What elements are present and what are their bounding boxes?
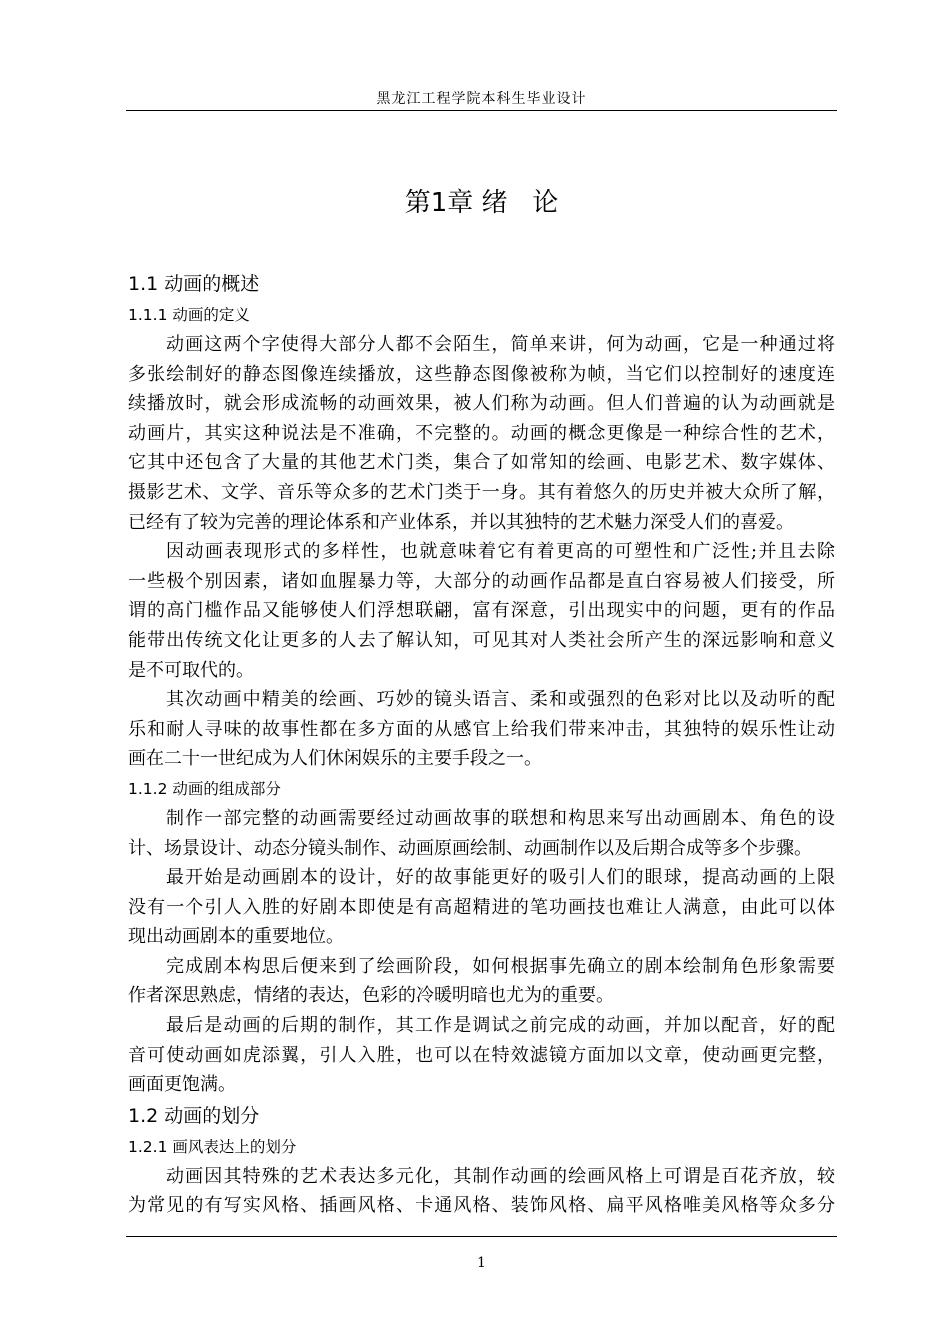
paragraph bbox=[128, 863, 835, 952]
paragraph bbox=[128, 952, 835, 1011]
paragraph-line: 最后是动画的后期的制作，其工作是调试之前完成的动画，并加以配音，好的配 bbox=[166, 1015, 835, 1037]
paragraph-line: 能带出传统文化让更多的人去了解认知，可见其对人类社会所产生的深远影响和意义 bbox=[128, 629, 835, 651]
paragraph bbox=[128, 804, 835, 863]
paragraph-line: 其次动画中精美的绘画、巧妙的镜头语言、柔和或强烈的色彩对比以及动听的配 bbox=[166, 689, 835, 711]
section-heading: 1.1 动画的概述 bbox=[128, 273, 260, 295]
paragraph-line: 完成剧本构思后便来到了绘画阶段，如何根据事先确立的剧本绘制角色形象需要 bbox=[166, 955, 835, 977]
footer-rule bbox=[126, 1236, 837, 1237]
header-rule bbox=[126, 110, 837, 111]
document-body bbox=[128, 268, 835, 1221]
paragraph bbox=[128, 330, 835, 537]
paragraph-line: 谓的高门槛作品又能够使人们浮想联翩，富有深意，引出现实中的问题，更有的作品 bbox=[128, 600, 835, 622]
paragraph-line: 现出动画剧本的重要地位。 bbox=[128, 926, 344, 948]
paragraph-line: 为常见的有写实风格、插画风格、卡通风格、装饰风格、扁平风格唯美风格等众多分 bbox=[128, 1195, 835, 1217]
paragraph-line: 续播放时，就会形成流畅的动画效果，被人们称为动画。但人们普遍的认为动画就是 bbox=[128, 393, 835, 415]
subsection-heading: 1.1.1 动画的定义 bbox=[128, 306, 250, 324]
paragraph-line: 动画因其特殊的艺术表达多元化，其制作动画的绘画风格上可谓是百花齐放，较 bbox=[166, 1165, 835, 1187]
paragraph-line: 已经有了较为完善的理论体系和产业体系，并以其独特的艺术魅力深受人们的喜爱。 bbox=[128, 511, 794, 533]
chapter-title: 第1章 绪 论 bbox=[404, 188, 559, 218]
paragraph-line: 摄影艺术、文学、音乐等众多的艺术门类于一身。其有着悠久的历史并被大众所了解， bbox=[128, 481, 835, 503]
paragraph-line: 音可使动画如虎添翼，引人入胜，也可以在特效滤镜方面加以文章，使动画更完整， bbox=[128, 1044, 835, 1066]
paragraph-line: 动画片，其实这种说法是不准确，不完整的。动画的概念更像是一种综合性的艺术， bbox=[128, 422, 835, 444]
paragraph-line: 一些极个别因素，诸如血腥暴力等，大部分的动画作品都是直白容易被人们接受，所 bbox=[128, 570, 835, 592]
page-number: 1 bbox=[477, 1255, 486, 1271]
paragraph-line: 它其中还包含了大量的其他艺术门类，集合了如常知的绘画、电影艺术、数字媒体、 bbox=[128, 452, 835, 474]
paragraph-line: 计、场景设计、动态分镜头制作、动画原画绘制、动画制作以及后期合成等多个步骤。 bbox=[128, 837, 812, 859]
paragraph-line: 多张绘制好的静态图像连续播放，这些静态图像被称为帧，当它们以控制好的速度连 bbox=[128, 363, 835, 385]
paragraph-line: 最开始是动画剧本的设计，好的故事能更好的吸引人们的眼球，提高动画的上限 bbox=[166, 867, 835, 889]
paragraph bbox=[128, 537, 835, 685]
paragraph-line: 画在二十一世纪成为人们休闲娱乐的主要手段之一。 bbox=[128, 748, 542, 770]
paragraph-line: 制作一部完整的动画需要经过动画故事的联想和构思来写出动画剧本、角色的设 bbox=[166, 807, 835, 829]
paragraph-line: 画面更饱满。 bbox=[128, 1074, 236, 1096]
section-heading: 1.2 动画的划分 bbox=[128, 1104, 260, 1127]
paragraph-line: 乐和耐人寻味的故事性都在多方面的从感官上给我们带来冲击，其独特的娱乐性让动 bbox=[128, 718, 835, 740]
paragraph bbox=[128, 1011, 835, 1100]
paragraph-line: 动画这两个字使得大部分人都不会陌生，简单来讲，何为动画，它是一种通过将 bbox=[166, 334, 835, 355]
paragraph-line: 是不可取代的。 bbox=[128, 659, 254, 681]
paragraph-line: 没有一个引人入胜的好剧本即使是有高超精进的笔功画技也难让人满意，由此可以体 bbox=[128, 896, 835, 918]
paragraph bbox=[128, 685, 835, 774]
subsection-heading: 1.2.1 画风表达上的划分 bbox=[128, 1137, 297, 1156]
paragraph bbox=[128, 1162, 835, 1221]
paragraph-line: 因动画表现形式的多样性，也就意味着它有着更高的可塑性和广泛性;并且去除 bbox=[166, 541, 835, 563]
subsection-heading: 1.1.2 动画的组成部分 bbox=[128, 779, 281, 798]
paragraph-line: 作者深思熟虑，情绪的表达，色彩的冷暖明暗也尤为的重要。 bbox=[128, 985, 614, 1007]
running-header: 黑龙江工程学院本科生毕业设计 bbox=[376, 91, 587, 107]
